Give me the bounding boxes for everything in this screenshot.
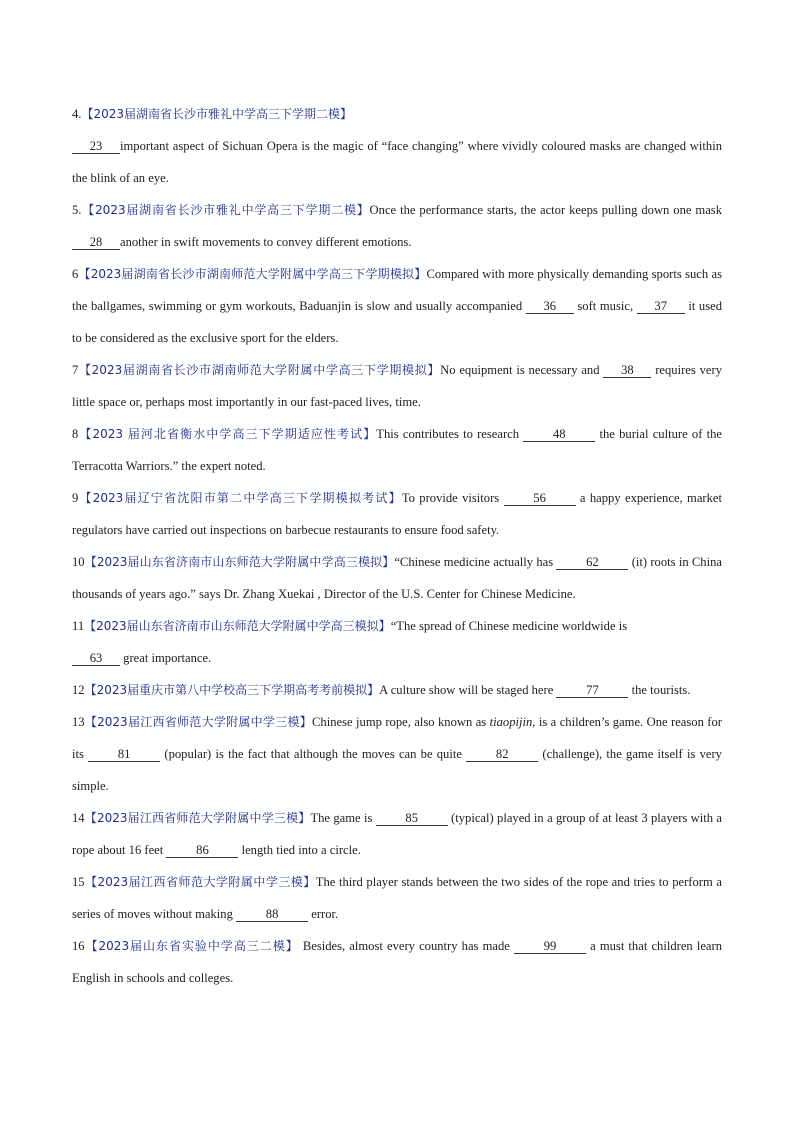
question-text: , is a children’s game. One reason for its [72,715,722,761]
question-12 [72,674,722,706]
answer-blank: 86 [166,843,238,858]
question-16 [72,930,722,994]
answer-blank: 48 [523,427,595,442]
question-text: the tourists. [631,683,691,697]
question-text: a must that children learn English in schools and colleges. [72,939,722,985]
question-text: To provide visitors [401,491,500,505]
question-10 [72,546,722,610]
question-text: “Chinese medicine actually has [394,555,554,569]
question-13 [72,706,722,802]
question-text: This contributes to research [376,427,520,441]
question-8 [72,418,722,482]
question-source: 【2023届山东省济南市山东师范大学附属中学高三模拟】 [84,619,391,633]
question-text: soft music, [577,299,634,313]
question-source: 【2023届重庆市第八中学校高三下学期高考考前模拟】 [84,683,380,697]
answer-blank: 28 [72,235,120,250]
answer-blank: 82 [466,747,538,762]
answer-blank: 85 [376,811,448,826]
question-15 [72,866,722,930]
question-text: Besides, almost every country has made [298,939,510,953]
question-number: 12 [72,683,85,697]
question-text: The third player stands between the two sides of the rope and tries to perform a series of moves without making [72,875,723,921]
answer-blank: 23 [72,139,120,154]
question-5 [72,194,722,258]
question-number: 9 [72,491,79,505]
answer-blank: 88 [236,907,308,922]
question-number: 6 [72,267,79,281]
question-text: a happy experience, market regulators have carried out inspections on barbecue restaurants to ensure food safety. [72,491,722,537]
question-text: error. [311,907,339,921]
question-number: 16 [72,939,85,953]
question-number: 14 [72,811,85,825]
answer-blank: 63 [72,651,120,666]
question-text: The game is [310,811,373,825]
question-text: it used to be considered as the exclusive sport for the elders. [72,299,723,345]
question-text: A culture show will be staged here [379,683,554,697]
question-source: 【2023届湖南省长沙市雅礼中学高三下学期二模】 [81,203,370,217]
question-number: 11 [72,619,85,633]
question-number: 15 [72,875,85,889]
answer-blank: 37 [637,299,685,314]
question-text: Once the performance starts, the actor keeps pulling down one mask [369,203,722,217]
exercise-page [72,98,722,994]
question-11 [72,610,722,674]
question-source: 【2023届辽宁省沈阳市第二中学高三下学期模拟考试】 [78,491,402,505]
question-4 [72,98,722,194]
answer-blank: 81 [88,747,160,762]
question-number: 7 [72,363,79,377]
question-text: (popular) is the fact that although the moves can be quite [164,747,462,761]
question-source: 【2023届山东省实验中学高三二模】 [84,939,299,953]
question-number: 8 [72,427,79,441]
answer-blank: 62 [556,555,628,570]
question-source: 【2023届湖南省长沙市湖南师范大学附属中学高三下学期模拟】 [78,267,427,281]
answer-blank: 38 [603,363,651,378]
question-text: Chinese jump rope, also known as [312,715,487,729]
question-text: requires very little space or, perhaps most importantly in our fast-paced lives, time. [72,363,722,409]
question-source: 【2023届江西省师范大学附属中学三模】 [84,875,316,889]
question-6 [72,258,722,354]
question-text: length tied into a circle. [241,843,361,857]
question-text: “The spread of Chinese medicine worldwide is [390,619,628,633]
answer-blank: 36 [526,299,574,314]
question-text: great importance. [123,651,212,665]
question-source: 【2023届山东省济南市山东师范大学附属中学高三模拟】 [84,555,395,569]
answer-blank: 77 [556,683,628,698]
question-number: 10 [72,555,85,569]
question-14 [72,802,722,866]
question-text: important aspect of Sichuan Opera is the magic of “face changing” where vividly coloured masks are changed within the blink of an eye. [72,139,722,185]
question-text: (it) roots in China thousands of years ago.” says Dr. Zhang Xuekai , Director of the U.S. Center for Chinese Medicine. [72,555,722,601]
question-text: Compared with more physically demanding sports such as the ballgames, swimming or gym workouts, Baduanjin is slow and usually accompanied [72,267,723,313]
question-text: another in swift movements to convey different emotions. [120,235,412,249]
question-source: 【2023届江西省师范大学附属中学三模】 [84,715,313,729]
italic-term: tiaopijin [489,715,533,729]
question-number: 5. [72,203,82,217]
question-source: 【2023 届河北省衡水中学高三下学期适应性考试】 [78,427,377,441]
answer-blank: 99 [514,939,586,954]
question-source: 【2023届湖南省长沙市湖南师范大学附属中学高三下学期模拟】 [78,363,441,377]
question-9 [72,482,722,546]
question-number: 4. [72,107,82,121]
question-source: 【2023届江西省师范大学附属中学三模】 [84,811,311,825]
question-text: No equipment is necessary and [440,363,600,377]
question-text: the burial culture of the Terracotta Warriors.” the expert noted. [72,427,723,473]
question-source: 【2023届湖南省长沙市雅礼中学高三下学期二模】 [81,107,352,121]
question-7 [72,354,722,418]
question-text: (challenge), the game itself is very simple. [72,747,722,793]
question-text: (typical) played in a group of at least 3 players with a rope about 16 feet [72,811,722,857]
question-number: 13 [72,715,85,729]
answer-blank: 56 [504,491,576,506]
